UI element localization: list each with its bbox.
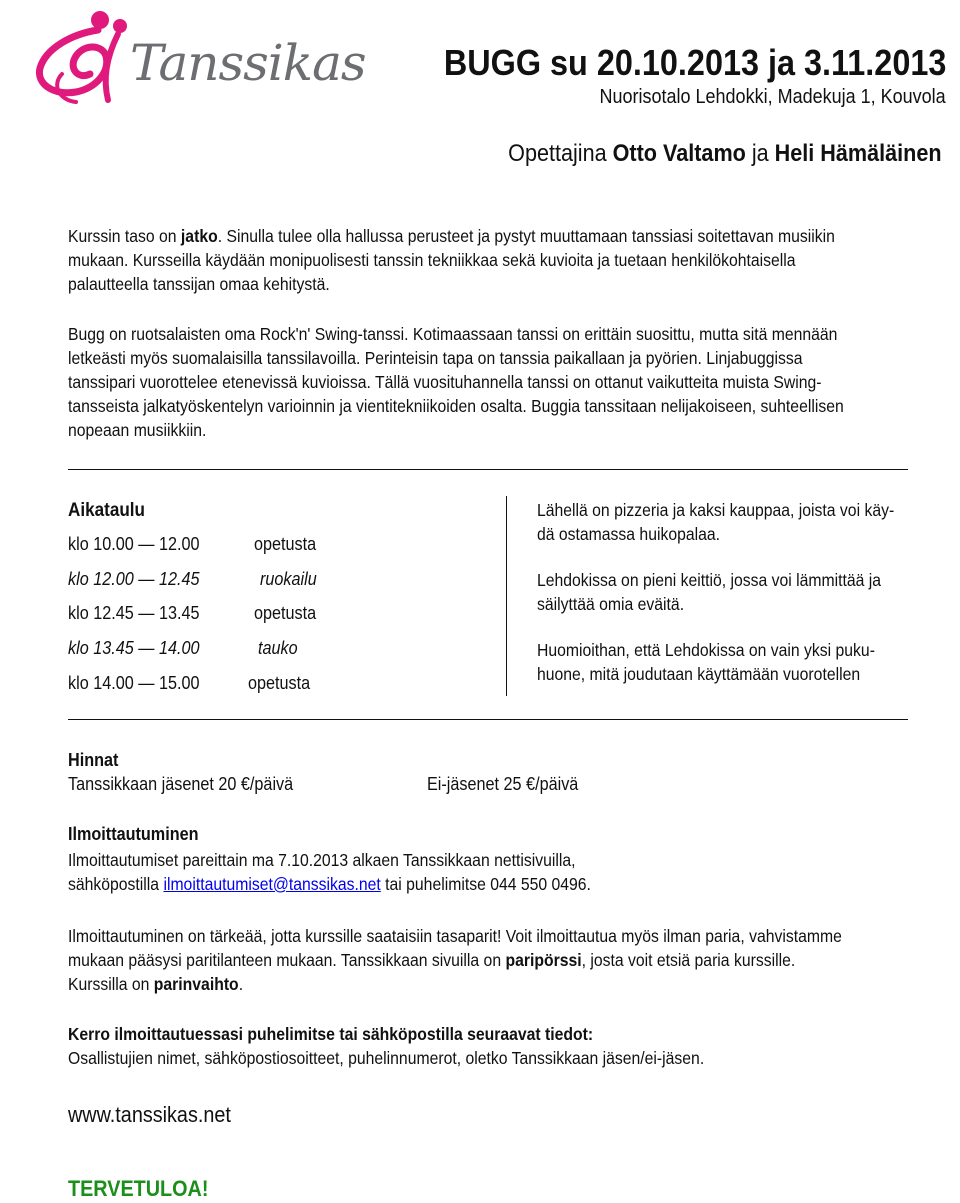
- schedule-table: klo 10.00 — 12.00 opetusta klo 12.00 — 12.45 ruokailu klo 12.45 — 13.45 opetusta klo 13.45 — 14.00 tauko klo 14.00 — 15.00 opetusta: [68, 534, 317, 693]
- registration-heading: Ilmoittautuminen: [68, 824, 199, 844]
- price-nonmembers: Ei-jäsenet 25 €/päivä: [427, 774, 579, 794]
- schedule-heading: Aikataulu: [68, 500, 145, 521]
- contact-info: Kerro ilmoittautuessasi puhelimitse tai sähköpostilla seuraavat tiedot: Osallistujien nimet, sähköpostiosoitteet, puhelinnumerot, oletko Tanssikkaan jäsen/ei-jäsen.: [68, 1024, 705, 1068]
- intro-paragraph: Kurssin taso on jatko. Sinulla tulee olla hallussa perusteet ja pystyt muuttamaan tanssiasi soitettavan musiikin mukaan. Kursseilla käydään monipuolisesti tanssin tekniikkaa sekä kuvioita ja tuetaan henkilökohtaisella palautteella tanssijan omaa kehitystä.: [68, 226, 835, 294]
- logo-wordmark: Tanssikas: [130, 34, 366, 92]
- note-pizzeria: Lähellä on pizzeria ja kaksi kauppaa, joista voi käy-: [537, 500, 895, 520]
- email-link[interactable]: ilmoittautumiset@tanssikas.net: [163, 874, 381, 894]
- welcome-text: TERVETULOA!: [68, 1176, 209, 1201]
- teachers: Opettajina Otto Valtamo ja Heli Hämäläinen: [508, 140, 942, 167]
- prices-heading: Hinnat: [68, 750, 119, 770]
- registration-info: Ilmoittautuminen on tärkeää, jotta kurssille saataisiin tasaparit! Voit ilmoittautua myös ilman paria, vahvistamme mukaan pääsysi paritilanteen mukaan. Tanssikkaan sivuilla on paripörssi, josta voit etsiä paria kurssille. Kurssilla on parinvaihto.: [68, 926, 842, 994]
- note-kitchen: Lehdokissa on pieni keittiö, jossa voi lämmittää ja: [537, 570, 882, 590]
- page-title: BUGG su 20.10.2013 ja 3.11.2013: [443, 42, 946, 83]
- column-divider: [506, 496, 507, 696]
- venue: Nuorisotalo Lehdokki, Madekuja 1, Kouvola: [599, 86, 946, 108]
- logo: [32, 4, 366, 114]
- about-paragraph: Bugg on ruotsalaisten oma Rock'n' Swing-tanssi. Kotimaassaan tanssi on erittäin suosittu, mutta sitä mennään letkeästi myös suomalaisilla tanssilavoilla. Perinteisin tapa on tanssia paikallaan ja pyörien. Linjabuggissa tanssipari vuorottelee etenevissä kuvioissa. Tällä vuosituhannella tanssi on ottanut vaikutteita muista Swing- tansseista jalkatyöskentelyn varioinnin ja vientitekniikoiden osalta. Buggia tanssitaan nelijakoiseen, suhteellisen nopeaan musiikkiin.: [68, 324, 844, 440]
- note-dressing-room: Huomioithan, että Lehdokissa on vain yksi puku-: [537, 640, 875, 660]
- divider-bottom: [68, 719, 908, 720]
- price-members: Tanssikkaan jäsenet 20 €/päivä: [68, 774, 294, 794]
- registration-text: Ilmoittautumiset pareittain ma 7.10.2013 alkaen Tanssikkaan nettisivuilla, sähköpostilla ilmoittautumiset@tanssikas.net tai puhelimitse 044 550 0496.: [68, 850, 591, 894]
- notes: Lähellä on pizzeria ja kaksi kauppaa, joista voi käy- dä ostamassa huikopalaa. Lehdokissa on pieni keittiö, jossa voi lämmittää ja säilyttää omia eväitä. Huomioithan, että Lehdokissa on vain yksi puku- huone, mitä joudutaan käyttämään vuorotellen: [537, 498, 947, 686]
- website-link[interactable]: www.tanssikas.net: [68, 1102, 231, 1127]
- divider-top: [68, 469, 908, 470]
